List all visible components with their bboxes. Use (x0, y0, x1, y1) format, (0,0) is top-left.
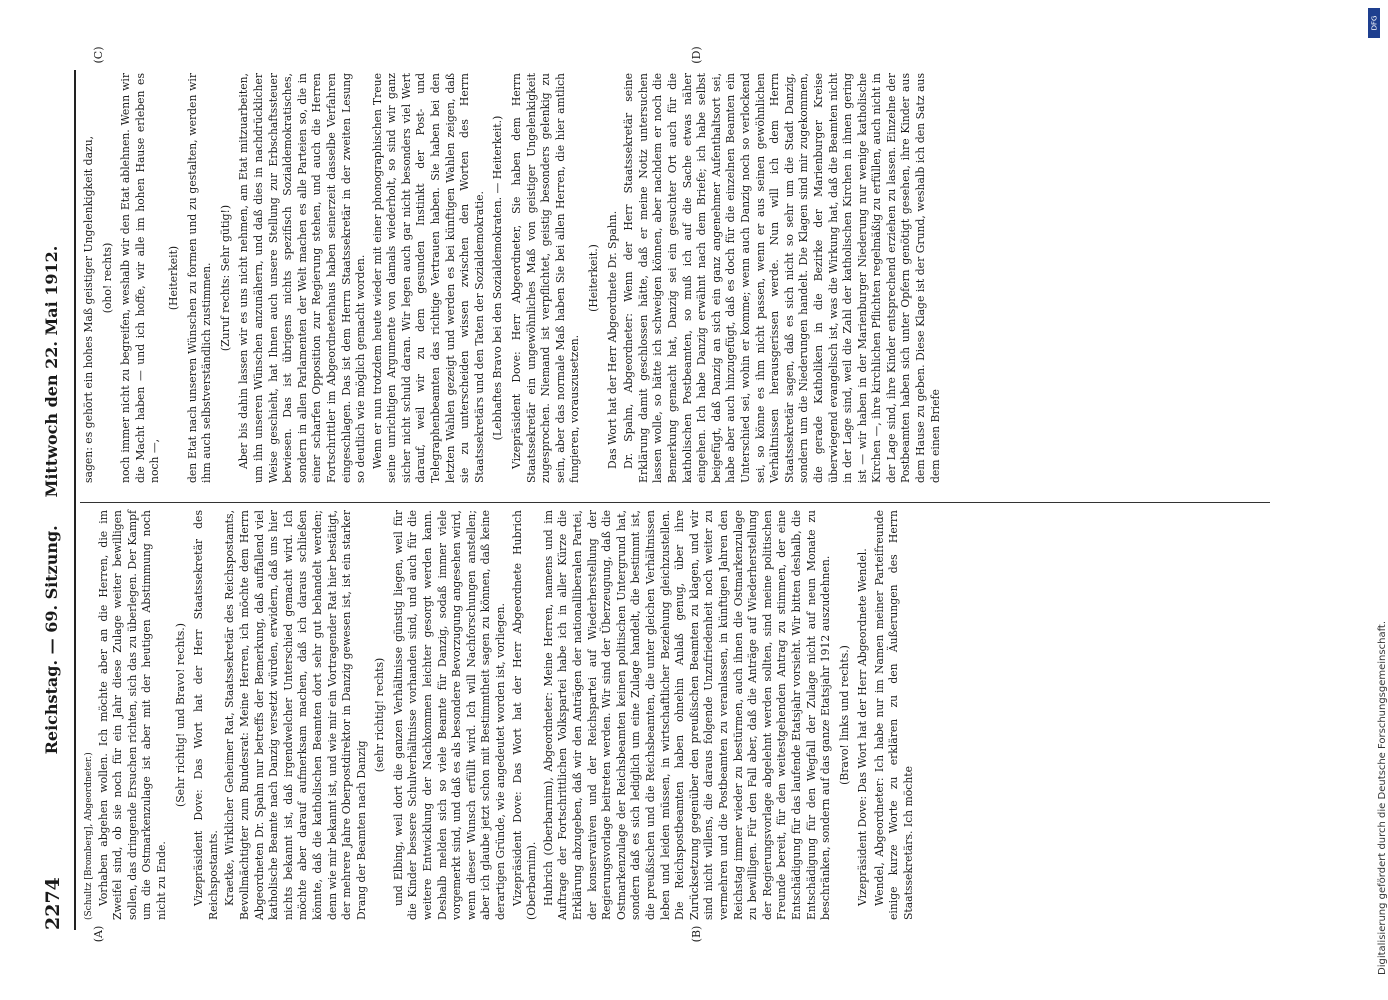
interjection: (sehr richtig! rechts) (373, 657, 387, 773)
dfg-funding-notice (1365, 20, 1388, 980)
paragraph: Wenn er nun trotzdem heute wieder mit einer phonographischen Treue seine unrichtigen Argumente von damals wiederholt, so sind wir ganz sicher nicht schuld daran. Wir legen auch gar nicht besonders viel Wert darauf, weil wir zu dem gesunden Instinkt der Post- und Telegraphenbeamten das richtige Vertrauen haben. Sie haben bei den letzten Wahlen gezeigt und werden es bei künftigen Wahlen zeigen, daß sie zu unterscheiden wissen zwischen den Worten des Herrn Staatssekretärs und den Taten der Sozialdemokratie. (370, 73, 486, 483)
interjection: (Bravo! links und rechts.) (837, 645, 851, 785)
speaker-tag: (Schultz [Bromberg], Abgeordneter.) (84, 752, 94, 920)
chair-note: Vizepräsident Dove: Das Wort hat der Herr Staatssekretär des Reichspostamts. (192, 510, 220, 920)
interjection: (Heiterkeit.) (587, 244, 600, 312)
chair-note: Das Wort hat der Herr Abgeordnete Dr. Spahn. (605, 210, 619, 469)
dfg-logo: DFG (1368, 8, 1380, 38)
header-title-line (42, 70, 61, 930)
column-divider (80, 502, 1270, 503)
interjection: (Lebhaftes Bravo bei den Sozialdemokraten. — Heiterkeit.) (491, 115, 505, 441)
paragraph: Aber bis dahin lassen wir es uns nicht nehmen, am Etat mitzuarbeiten, um ihn unseren Wünschen anzunähern, und daß dies in nachdrücklicher Weise geschieht, hat Ihnen auch unsere Stellung zur Erbschaftssteuer bewiesen. Das ist übrigens nichts spezifisch Sozialdemokratisches, sondern in allen Parlamenten der Welt machen es alle Parteien so, die in einer scharfen Opposition zur Regierung stehen, und auch die Herren Fortschrittler im Abgeordnetenhaus haben seinerzeit dasselbe Verfahren eingeschlagen. Das ist dem Herrn Staatssekretär in der zweiten Lesung so deutlich wie möglich gemacht worden. (237, 73, 368, 483)
right-column (82, 73, 1267, 483)
dfg-notice-text: Digitalisierung gefördert durch die Deutsche Forschungsgemeinschaft. (1377, 620, 1388, 975)
interjection: (Heiterkeit) (166, 245, 180, 311)
margin-letter-b: (B) (690, 925, 703, 943)
header-rule (74, 70, 76, 930)
chair-note: Vizepräsident Dove: Das Wort hat der Herr Abgeordnete Wendel. (856, 548, 870, 906)
margin-letter-a: (A) (92, 925, 105, 943)
paragraph: Dr. Spahn, Abgeordneter: Wenn der Herr Staatssekretär seine Erklärung damit geschlossen hätte, daß er meine Notiz untersuchen lassen wolle, so hätte ich schweigen können, aber nachdem er noch die Bemerkung gemacht hat, Danzig sei ein gesuchter Ort auch für die katholischen Postbeamten, so muß ich auf die Sache etwas näher eingehen. Ich habe Danzig erwähnt nach dem Briefe; ich habe selbst beigefügt, daß Danzig an sich ein ganz angenehmer Aufenthaltsort sei, habe aber auch hinzugefügt, daß es doch für die einzelnen Beamten ein Unterschied sei, wohin er komme; wenn auch Danzig noch so verlockend sei, so könne es ihm nicht passen, wenn er aus seinen gewöhnlichen Verhältnissen herausgerissen werde. Nun will ich dem Herrn Staatssekretär sagen, daß es sich nicht so sehr um die Stadt Danzig, sondern um die Niederungen handelt. Die Klagen sind mir zugekommen, die gerade Katholiken in die Bezirke der Marienburger Kreise überwiegend evangelisch ist, was die Wirkung hat, daß die Beamten nicht in der Lage sind, weil die Zahl der katholischen Kirchen in ihnen gering ist — wir haben in der Marienburger Niederung nur wenige katholische Kirchen —, ihre kirchlichen Pflichten regelmäßig zu erfüllen, auch nicht in der Lage sind, ihre Kinder entsprechend erziehen zu lassen. Einzelne der Postbeamten haben sich unter Opfern genötigt gesehen, ihre Kinder aus dem Hause zu geben. Diese Klage ist der Grund, weshalb ich den Satz aus dem einen Briefe (622, 73, 942, 483)
interjection: (Zuruf rechts: Sehr gütig!) (218, 204, 232, 352)
margin-letter-c: (C) (92, 46, 105, 64)
page-header (42, 70, 72, 930)
interjection: (Sehr richtig! und Bravo! rechts.) (173, 623, 187, 807)
paragraph: Hubrich (Oberbarnim), Abgeordneter: Meine Herren, namens und im Auftrage der Fortschrittlichen Volkspartei habe ich in aller Kürze die Erklärung abzugeben, daß wir den Anträgen der nationalliberalen Partei, der konservativen und der Reichspartei auf Wiederherstellung der Regierungsvorlage beitreten werden. Wir sind der Überzeugung, daß die Ostmarkenzulage der Reichsbeamten keinen politischen Untergrund hat, sondern daß es sich lediglich um eine Zulage handelt, die bestimmt ist, die preußischen und die Reichsbeamten, die unter gleichen Verhältnissen leben und leiden müssen, in wirtschaftlicher Beziehung gleichzustellen. Die Reichspostbeamten haben ohnehin Anlaß genug, über ihre Zurücksetzung gegenüber den preußischen Beamten zu klagen, und wir sind nicht willens, die daraus folgende Unzufriedenheit noch weiter zu vermehren und die Postbeamten zu veranlassen, in künftigen Jahren den Reichstag immer wieder zu bestürmen, auch ihnen die Ostmarkenzulage zu bewilligen. Für den Fall aber, daß die Anträge auf Wiederherstellung der Regierungsvorlage abgelehnt werden sollten, sind meine politischen Freunde bereit, für den weitestgehenden Antrag zu stimmen, der eine Entschädigung für das laufende Etatsjahr vorsieht. Wir bitten deshalb, die Entschädigung für den Wegfall der Zulage nicht auf neun Monate zu beschränken, sondern auf das ganze Etatsjahr 1912 auszudehnen. (541, 510, 833, 920)
session-title: Reichstag. — 69. Sitzung. (42, 525, 61, 755)
paragraph: und Elbing, weil dort die ganzen Verhältnisse günstig liegen, weil für die Kinder bessere Schulverhältnisse vorhanden sind, und auch für die weitere Entwicklung der Nachkommen leichter gesorgt werden kann. Deshalb melden sich so viele Beamte für Danzig, sodaß immer viele vorgemerkt sind, und daß es als besondere Bevorzugung angesehen wird, wenn dieser Wunsch erfüllt wird. Ich will Nachforschungen anstellen; aber ich glaube jetzt schon mit Bestimmtheit sagen zu können, daß keine derartigen Gründe, wie angedeutet worden ist, vorliegen. (391, 510, 508, 920)
session-date: Mittwoch den 22. Mai 1912. (42, 245, 61, 498)
chair-note: Vizepräsident Dove: Das Wort hat der Herr Abgeordnete Hubrich (Oberbarnim). (510, 510, 539, 920)
paragraph: sagen: es gehört ein hohes Maß geistiger Ungelenkigkeit dazu, (82, 135, 95, 483)
paragraph: den Etat nach unseren Wünschen zu formen und zu gestalten, werden wir ihm auch selbstverständlich zustimmen. (185, 73, 214, 483)
interjection: (oho! rechts) (100, 242, 114, 314)
paragraph: Kraetke, Wirklicher Geheimer Rat, Staatssekretär des Reichspostamts, Bevollmächtigter zum Bundesrat: Meine Herren, ich möchte dem Herrn Abgeordneten Dr. Spahn nur betreffs der Bemerkung, daß auffallend viel katholische Beamte nach Danzig versetzt würden, erwidern, daß uns hier nichts bekannt ist, daß irgendwelcher Unterschied gemacht wird. Ich möchte aber darauf aufmerksam machen, daß ich daraus schließen könnte, daß die katholischen Beamten dort sehr gut behandelt werden; denn wie mir bekannt ist, und wie mir ein Vortragender Rat hier bestätigt, der mehrere Jahre Oberpostdirektor in Danzig gewesen ist, ist ein starker Drang der Beamten nach Danzig (223, 510, 368, 920)
chair-note: Vizepräsident Dove: Herr Abgeordneter, Sie haben dem Herrn Staatssekretär ein ungewöhnliches Maß von geistiger Ungelenkigkeit zugesprochen. Niemand ist verpflichtet, geistig besonders gelenkig zu sein, aber das normale Maß haben Sie bei allen Herren, die hier amtlich fungieren, vorauszusetzen. (510, 73, 582, 483)
left-column (82, 510, 1267, 920)
paragraph: noch immer nicht zu begreifen, weshalb wir den Etat ablehnen. Wenn wir die Macht haben — und ich hoffe, wir alle im hohen Hause erleben es noch —, (119, 73, 162, 483)
paragraph: Vorhaben abgehen wollen. Ich möchte aber an die Herren, die im Zweifel sind, ob sie noch für ein Jahr diese Zulage weiter bewilligen sollen, das dringende Ersuchen richten, sich das zu überlegen. Der Kampf um die Ostmarkenzulage ist aber mit der heutigen Abstimmung noch nicht zu Ende. (96, 510, 168, 920)
paragraph: Wendel, Abgeordneter: Ich habe nur im Namen meiner Parteifreunde einige kurze Worte zu erklären zu den Äußerungen des Herrn Staatssekretärs. Ich möchte (872, 510, 916, 920)
page-number: 2274 (42, 877, 64, 930)
margin-letter-d: (D) (690, 46, 703, 64)
